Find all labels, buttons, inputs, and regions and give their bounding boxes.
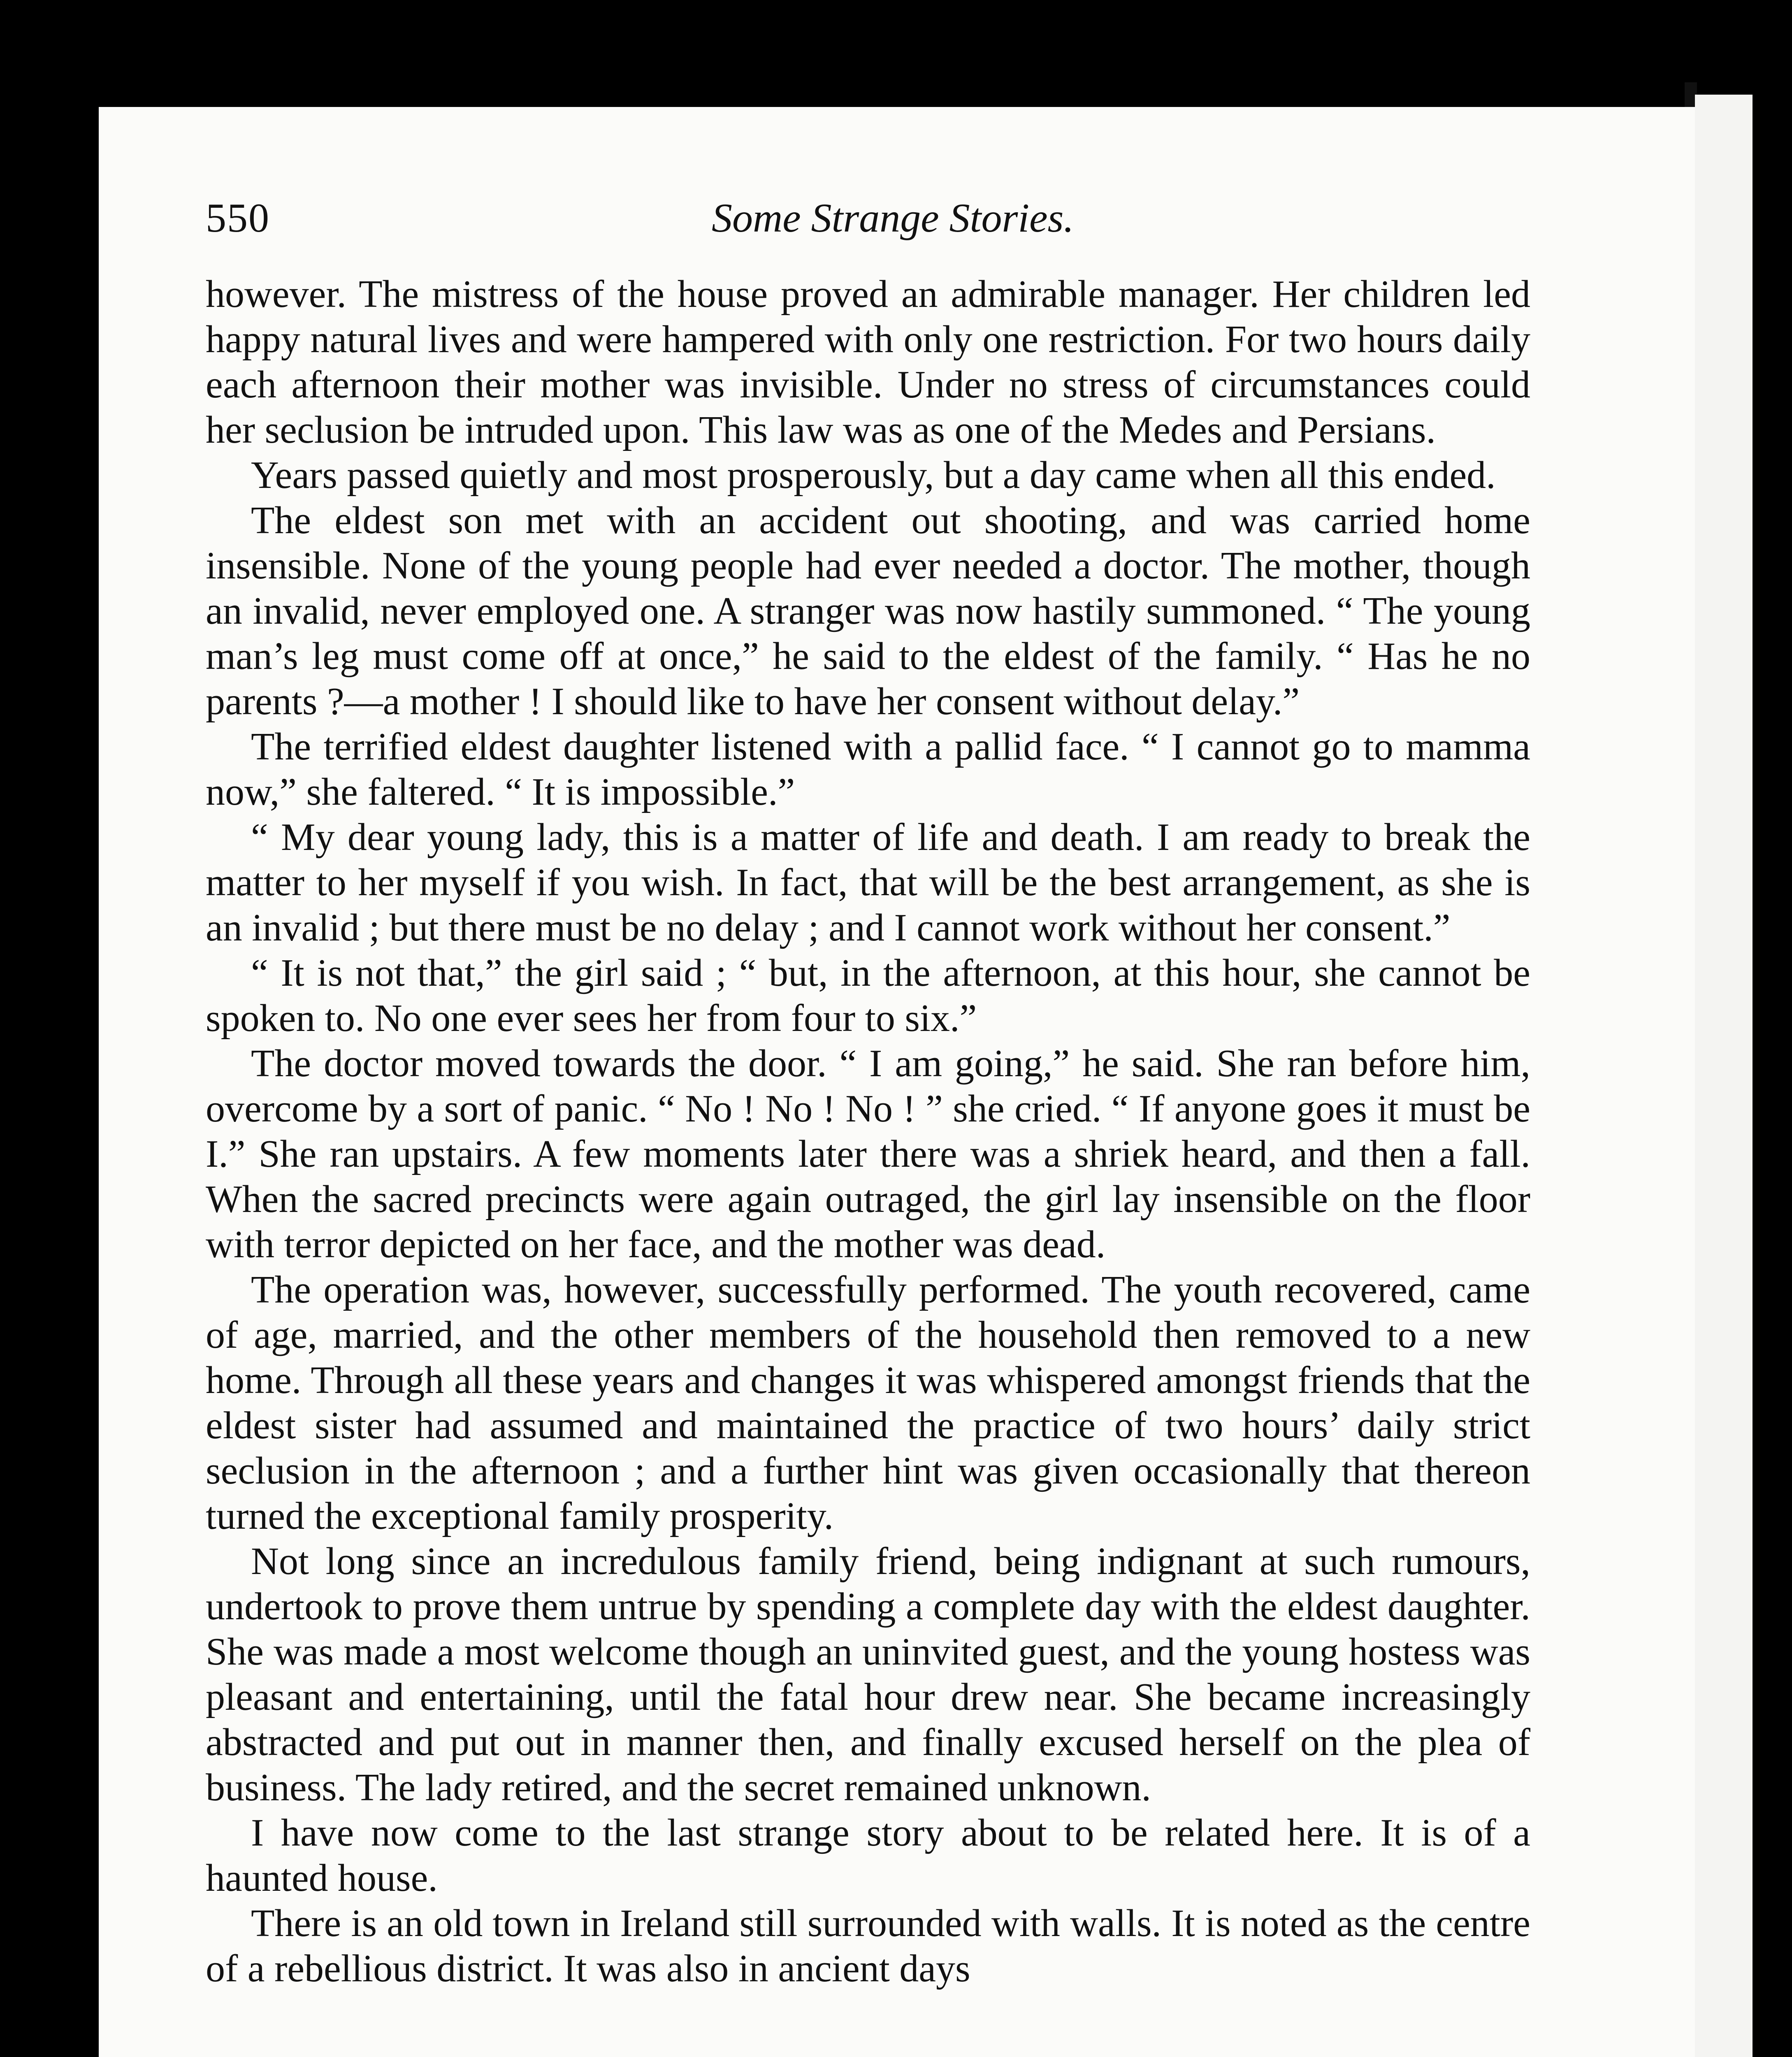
paragraph: “ It is not that,” the girl said ; “ but, in the afternoon, at this hour, she cannot be spoken to. No one ever sees her from four to six.” bbox=[206, 952, 1530, 1040]
paragraph: “ My dear young lady, this is a matter of life and death. I am ready to break the matter to her myself if you wish. In fact, that will be the best arrangement, as she is an invalid ; but there must be no delay ; and I cannot work without her consent.” bbox=[206, 816, 1530, 949]
page-header bbox=[206, 181, 1522, 255]
paragraph: Not long since an incredulous family friend, being indignant at such rumours, undertook to prove them untrue by spending a complete day with the eldest daughter. She was made a most welcome though an uninvited guest, and the young hostess was pleasant and entertaining, until the fatal hour drew near. She became increasingly abstracted and put out in manner then, and finally excused herself on the plea of business. The lady retired, and the secret remained unknown. bbox=[206, 1540, 1530, 1809]
body-text bbox=[206, 272, 1530, 1991]
paragraph: Years passed quietly and most prosperously, but a day came when all this ended. bbox=[251, 454, 1496, 497]
paragraph: I have now come to the last strange story about to be related here. It is of a haunted house. bbox=[206, 1811, 1530, 1899]
paragraph: The doctor moved towards the door. “ I am going,” he said. She ran before him, overcome by a sort of panic. “ No ! No ! No ! ” she cried. “ If anyone goes it must be I.” She ran upstairs. A few moments later there was a shriek heard, and then a fall. When the sacred precincts were again outraged, the girl lay insensible on the floor with terror depicted on her face, and the mother was dead. bbox=[206, 1042, 1530, 1266]
running-head: Some Strange Stories. bbox=[712, 195, 1074, 241]
paragraph: The eldest son met with an accident out shooting, and was carried home insensible. None of the young people had ever needed a doctor. The mother, though an invalid, never employed one. A stranger was now hastily summoned. “ The young man’s leg must come off at once,” he said to the eldest of the family. “ Has he no parents ?—a mother ! I should like to have her consent without delay.” bbox=[206, 499, 1530, 723]
paragraph: The terrified eldest daughter listened with a pallid face. “ I cannot go to mamma now,” she faltered. “ It is impossible.” bbox=[206, 725, 1530, 813]
page-number: 550 bbox=[206, 195, 270, 241]
paragraph: There is an old town in Ireland still surrounded with walls. It is noted as the centre of a rebellious district. It was also in ancient days bbox=[206, 1902, 1530, 1990]
paragraph: however. The mistress of the house proved an admirable manager. Her children led happy natural lives and were hampered with only one restriction. For two hours daily each afternoon their mother was invisible. Under no stress of circumstances could her seclusion be intruded upon. This law was as one of the Medes and Persians. bbox=[206, 273, 1530, 451]
paragraph: The operation was, however, successfully performed. The youth recovered, came of age, married, and the other members of the household then removed to a new home. Through all these years and changes it was whispered amongst friends that the eldest sister had assumed and maintained the practice of two hours’ daily strict seclusion in the afternoon ; and a further hint was given occasionally that thereon turned the exceptional family prosperity. bbox=[206, 1268, 1530, 1537]
facing-page-edge bbox=[1695, 95, 1753, 2057]
